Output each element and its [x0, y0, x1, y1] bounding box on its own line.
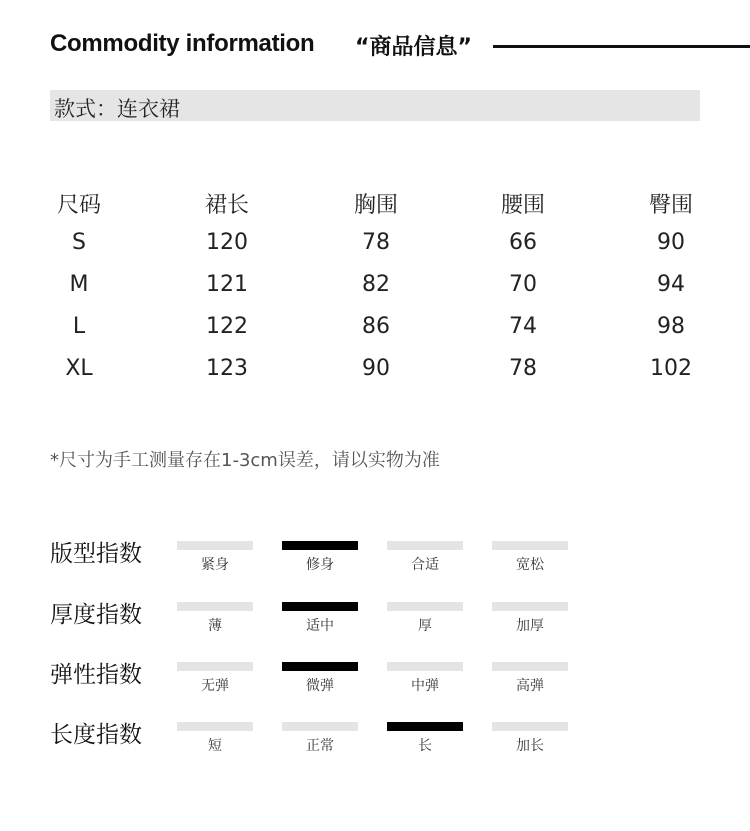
index-option — [282, 662, 358, 695]
index-option-label: 合适 — [411, 557, 439, 573]
table-cell: 123 — [206, 356, 248, 381]
index-option-label: 加长 — [516, 738, 544, 754]
table-row — [0, 272, 750, 312]
table-cell: L — [72, 314, 86, 339]
index-option-bar-selected — [282, 541, 358, 550]
header-title-cn: “商品信息” — [355, 35, 472, 60]
table-cell: 122 — [206, 314, 248, 339]
index-label: 版型指数 — [50, 541, 142, 567]
table-cell: 120 — [206, 230, 248, 255]
table-cell: 98 — [657, 314, 685, 339]
column-header: 裙长 — [204, 193, 249, 218]
index-option — [282, 541, 358, 574]
index-label: 弹性指数 — [50, 662, 142, 688]
table-cell: 90 — [362, 356, 390, 381]
style-bar — [50, 90, 700, 121]
measurement-note: *尺寸为手工测量存在1-3cm误差，请以实物为准 — [50, 450, 440, 471]
index-option-label: 修身 — [306, 557, 334, 573]
index-option-bar — [387, 602, 463, 611]
size-table-header — [0, 188, 750, 228]
index-option — [282, 602, 358, 635]
index-option-label: 微弹 — [306, 678, 334, 694]
column-header: 腰围 — [500, 193, 545, 218]
index-row-elasticity — [0, 656, 750, 706]
index-option — [492, 602, 568, 635]
index-option-label: 加厚 — [516, 618, 544, 634]
index-option-bar — [282, 722, 358, 731]
index-option-bar — [177, 541, 253, 550]
table-row — [0, 356, 750, 396]
index-label: 长度指数 — [50, 722, 142, 748]
index-option — [387, 662, 463, 695]
index-row-thickness — [0, 596, 750, 646]
index-option-bar-selected — [282, 602, 358, 611]
header-divider — [493, 45, 750, 48]
index-option-label: 短 — [208, 738, 222, 754]
table-cell: 90 — [657, 230, 685, 255]
table-row — [0, 314, 750, 354]
index-option — [492, 662, 568, 695]
table-cell: 78 — [362, 230, 390, 255]
index-label: 厚度指数 — [50, 602, 142, 628]
index-option-bar — [492, 541, 568, 550]
index-option-bar — [177, 662, 253, 671]
index-option-bar — [177, 722, 253, 731]
index-option — [492, 541, 568, 574]
index-option — [177, 722, 253, 755]
index-option — [177, 662, 253, 695]
index-option-bar — [492, 722, 568, 731]
column-header: 臀围 — [648, 193, 693, 218]
index-option-bar — [492, 662, 568, 671]
table-cell: 70 — [509, 272, 537, 297]
index-option-bar-selected — [282, 662, 358, 671]
index-option-label: 正常 — [306, 738, 334, 754]
index-row-length — [0, 716, 750, 766]
index-option-bar — [387, 662, 463, 671]
table-cell: 102 — [650, 356, 692, 381]
table-cell: 82 — [362, 272, 390, 297]
index-option — [387, 541, 463, 574]
header — [50, 28, 750, 64]
index-option — [282, 722, 358, 755]
column-header: 尺码 — [56, 193, 101, 218]
index-option — [387, 722, 463, 755]
column-header: 胸围 — [353, 193, 398, 218]
table-cell: 94 — [657, 272, 685, 297]
table-cell: XL — [65, 356, 93, 381]
header-title-en: Commodity information — [50, 30, 315, 57]
index-option-label: 厚 — [418, 618, 432, 634]
index-option-label: 薄 — [208, 618, 222, 634]
index-option-bar — [177, 602, 253, 611]
index-option — [177, 602, 253, 635]
index-option-label: 无弹 — [201, 678, 229, 694]
index-option-label: 紧身 — [201, 557, 229, 573]
index-option-label: 适中 — [306, 618, 334, 634]
index-option-label: 长 — [418, 738, 432, 754]
index-option-label: 中弹 — [411, 678, 439, 694]
table-cell: M — [69, 272, 89, 297]
table-cell: 66 — [509, 230, 537, 255]
index-option-bar — [387, 541, 463, 550]
table-cell: 121 — [206, 272, 248, 297]
table-cell: 78 — [509, 356, 537, 381]
style-text: 款式：连衣裙 — [54, 97, 180, 121]
index-option-bar — [492, 602, 568, 611]
table-cell: S — [72, 230, 86, 255]
table-cell: 86 — [362, 314, 390, 339]
index-option-label: 宽松 — [516, 557, 544, 573]
index-option-bar-selected — [387, 722, 463, 731]
index-option — [387, 602, 463, 635]
index-option — [177, 541, 253, 574]
table-row — [0, 230, 750, 270]
index-option — [492, 722, 568, 755]
index-option-label: 高弹 — [516, 678, 544, 694]
table-cell: 74 — [509, 314, 537, 339]
index-row-fit — [0, 535, 750, 585]
